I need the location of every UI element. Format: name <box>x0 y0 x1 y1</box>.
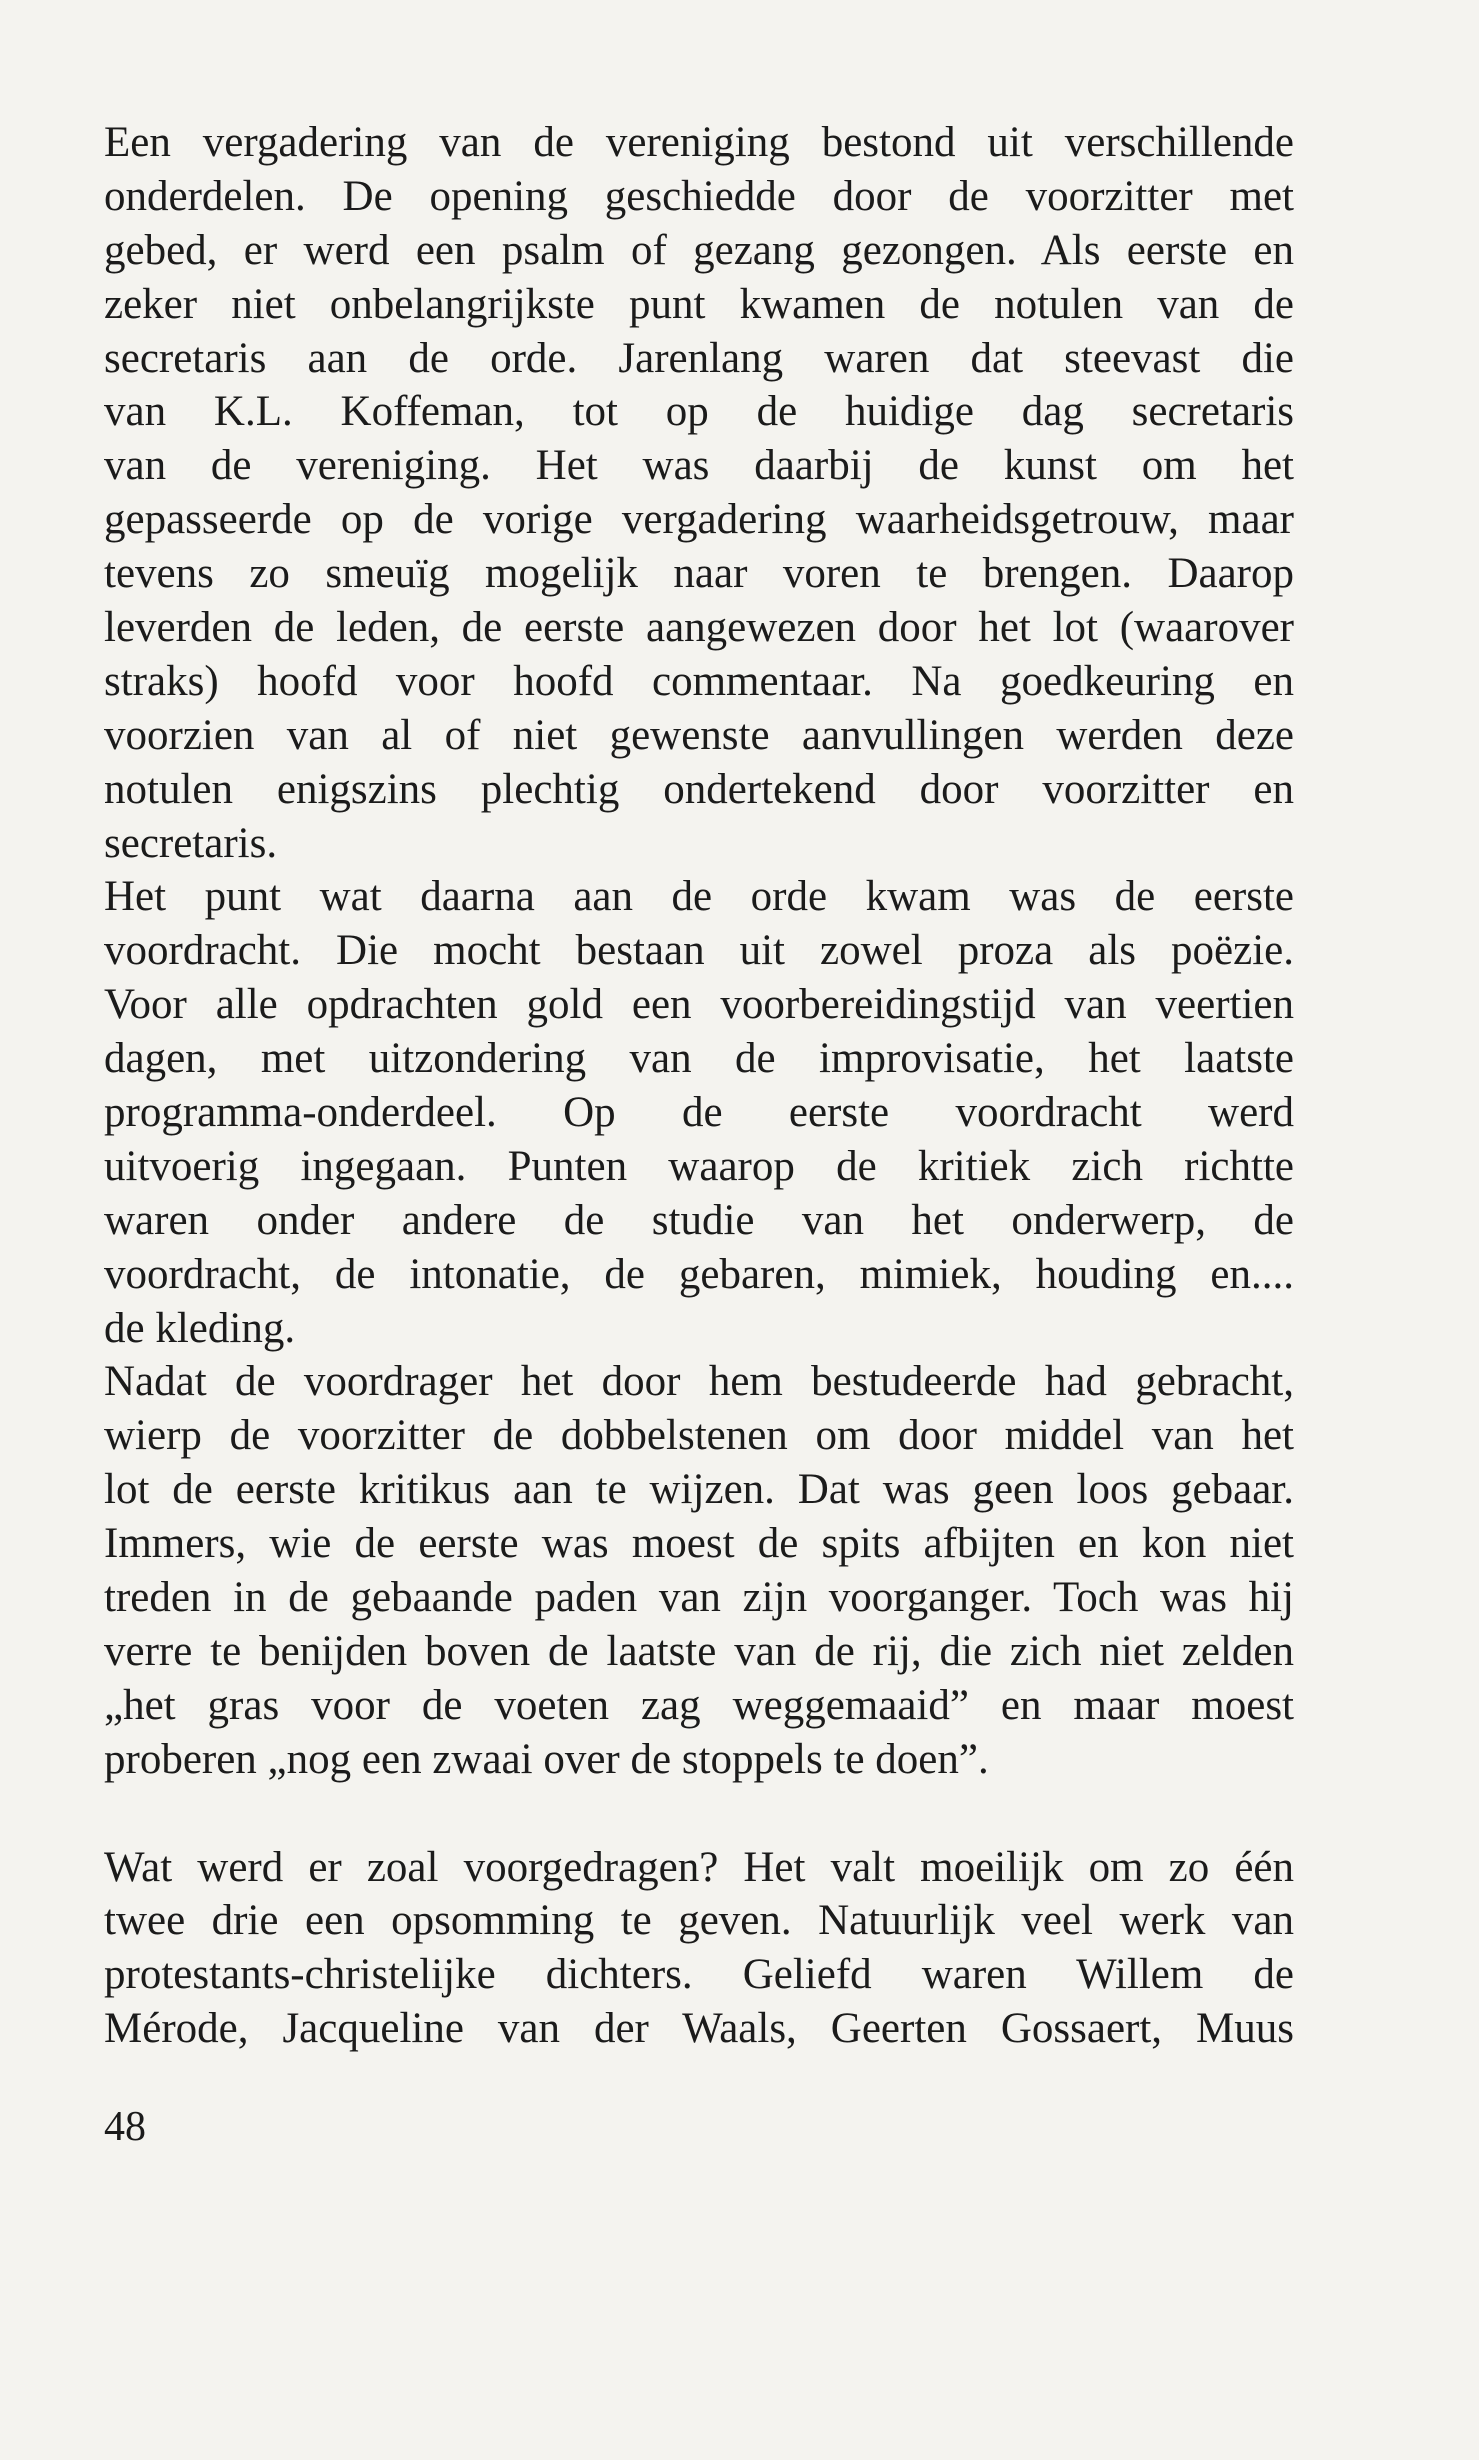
text-line: dagen, met uitzondering van de improvisatie, het laatste <box>104 1035 1294 1083</box>
text-line: treden in de gebaande paden van zijn voorganger. Toch was hij <box>104 1574 1294 1622</box>
text-line: verre te benijden boven de laatste van de rij, die zich niet zelden <box>104 1627 1294 1675</box>
paragraph-gap <box>104 1787 1294 1841</box>
paragraph-2 <box>104 870 1294 1355</box>
text-line: uitvoerig ingegaan. Punten waarop de kritiek zich richtte <box>104 1142 1294 1190</box>
text-line: zeker niet onbelangrijkste punt kwamen de notulen van de <box>104 280 1294 328</box>
text-line: secretaris. <box>104 819 278 867</box>
text-line: waren onder andere de studie van het onderwerp, de <box>104 1196 1294 1244</box>
text-line: van K.L. Koffeman, tot op de huidige dag secretaris <box>104 388 1294 436</box>
text-line: de kleding. <box>104 1304 296 1352</box>
text-line: protestants-christelijke dichters. Geliefd waren Willem de <box>104 1951 1294 1999</box>
text-line: voorzien van al of niet gewenste aanvullingen werden deze <box>104 711 1294 759</box>
text-line: Wat werd er zoal voorgedragen? Het valt moeilijk om zo één <box>104 1843 1294 1891</box>
text-line: Immers, wie de eerste was moest de spits afbijten en kon niet <box>104 1520 1294 1568</box>
text-line: voordracht. Die mocht bestaan uit zowel proza als poëzie. <box>104 927 1294 975</box>
text-line: straks) hoofd voor hoofd commentaar. Na goedkeuring en <box>104 657 1294 705</box>
text-line: secretaris aan de orde. Jarenlang waren dat steevast die <box>104 334 1294 382</box>
text-line: Nadat de voordrager het door hem bestudeerde had gebracht, <box>104 1358 1294 1406</box>
paragraph-1 <box>104 116 1294 870</box>
page-number: 48 <box>104 2104 146 2150</box>
text-line: Een vergadering van de vereniging bestond uit verschillende <box>104 119 1294 166</box>
text-line: Mérode, Jacqueline van der Waals, Geerten Gossaert, Muus <box>104 2005 1294 2053</box>
text-line: van de vereniging. Het was daarbij de kunst om het <box>104 442 1294 490</box>
text-line: programma-onderdeel. Op de eerste voordracht werd <box>104 1089 1294 1137</box>
text-line: gepasseerde op de vorige vergadering waarheidsgetrouw, maar <box>104 496 1294 544</box>
text-line: lot de eerste kritikus aan te wijzen. Dat was geen loos gebaar. <box>104 1466 1294 1514</box>
text-line: voordracht, de intonatie, de gebaren, mimiek, houding en.... <box>104 1250 1294 1298</box>
text-line: „het gras voor de voeten zag weggemaaid” en maar moest <box>104 1681 1294 1729</box>
text-line: twee drie een opsomming te geven. Natuurlijk veel werk van <box>104 1897 1294 1945</box>
paragraph-3 <box>104 1355 1294 1786</box>
text-line: notulen enigszins plechtig ondertekend door voorzitter en <box>104 765 1294 813</box>
text-line: wierp de voorzitter de dobbelstenen om door middel van het <box>104 1412 1294 1460</box>
text-line: Voor alle opdrachten gold een voorbereidingstijd van veertien <box>104 981 1294 1029</box>
text-line: tevens zo smeuïg mogelijk naar voren te brengen. Daarop <box>104 550 1294 598</box>
page-text <box>104 116 1294 2056</box>
text-line: Het punt wat daarna aan de orde kwam was de eerste <box>104 873 1294 921</box>
paragraph-4 <box>104 1841 1294 2057</box>
text-line: leverden de leden, de eerste aangewezen door het lot (waarover <box>104 604 1294 652</box>
text-line: proberen „nog een zwaai over de stoppels te doen”. <box>104 1735 989 1783</box>
text-line: gebed, er werd een psalm of gezang gezongen. Als eerste en <box>104 226 1294 274</box>
text-line: onderdelen. De opening geschiedde door de voorzitter met <box>104 172 1294 220</box>
